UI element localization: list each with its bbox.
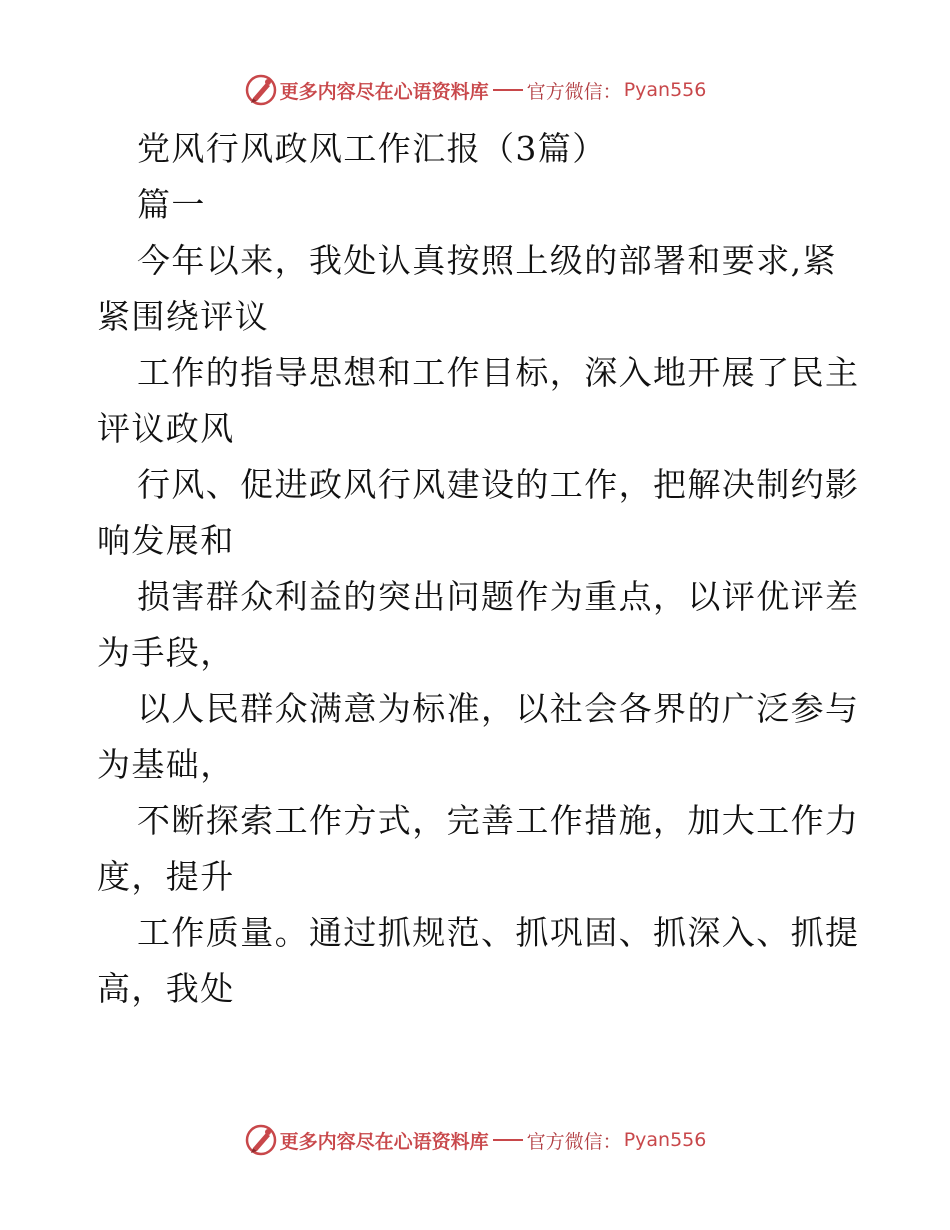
paragraph-line: 工作的指导思想和工作目标，深入地开展了民主 bbox=[137, 353, 860, 392]
footer-banner bbox=[0, 1120, 950, 1160]
banner-brand-text: 更多内容尽在心语资料库 bbox=[279, 80, 489, 103]
header-banner bbox=[0, 70, 950, 110]
banner-dash bbox=[493, 1139, 523, 1141]
paragraph-line: 紧围绕评议 bbox=[97, 297, 269, 336]
paragraph-line: 响发展和 bbox=[97, 521, 235, 560]
banner-wechat-handle: Pyan556 bbox=[623, 1129, 707, 1151]
paragraph-line: 损害群众利益的突出问题作为重点，以评优评差 bbox=[137, 577, 860, 616]
paragraph-line: 工作质量。通过抓规范、抓巩固、抓深入、抓提 bbox=[137, 913, 860, 952]
paragraph-line: 为基础， bbox=[97, 745, 235, 784]
document-body bbox=[97, 121, 860, 1017]
banner-wechat-handle: Pyan556 bbox=[623, 79, 707, 101]
paragraph-line: 为手段， bbox=[97, 633, 235, 672]
pen-logo-icon bbox=[244, 73, 278, 107]
paragraph-line: 以人民群众满意为标准，以社会各界的广泛参与 bbox=[137, 689, 860, 728]
paragraph-line: 今年以来，我处认真按照上级的部署和要求,紧 bbox=[137, 241, 837, 280]
document-title: 党风行风政风工作汇报（3篇） bbox=[137, 129, 607, 168]
banner-official-label: 官方微信： bbox=[526, 80, 622, 103]
paragraph-line: 行风、促进政风行风建设的工作，把解决制约影 bbox=[137, 465, 860, 504]
banner-official-label: 官方微信： bbox=[526, 1130, 622, 1153]
section-heading: 篇一 bbox=[137, 185, 206, 224]
banner-brand-text: 更多内容尽在心语资料库 bbox=[279, 1130, 489, 1153]
paragraph-line: 评议政风 bbox=[97, 409, 235, 448]
paragraph-line: 度，提升 bbox=[97, 857, 235, 896]
banner-dash bbox=[493, 89, 523, 91]
pen-logo-icon bbox=[244, 1123, 278, 1157]
paragraph-line: 不断探索工作方式，完善工作措施，加大工作力 bbox=[137, 801, 860, 840]
paragraph-line: 高，我处 bbox=[97, 969, 235, 1008]
